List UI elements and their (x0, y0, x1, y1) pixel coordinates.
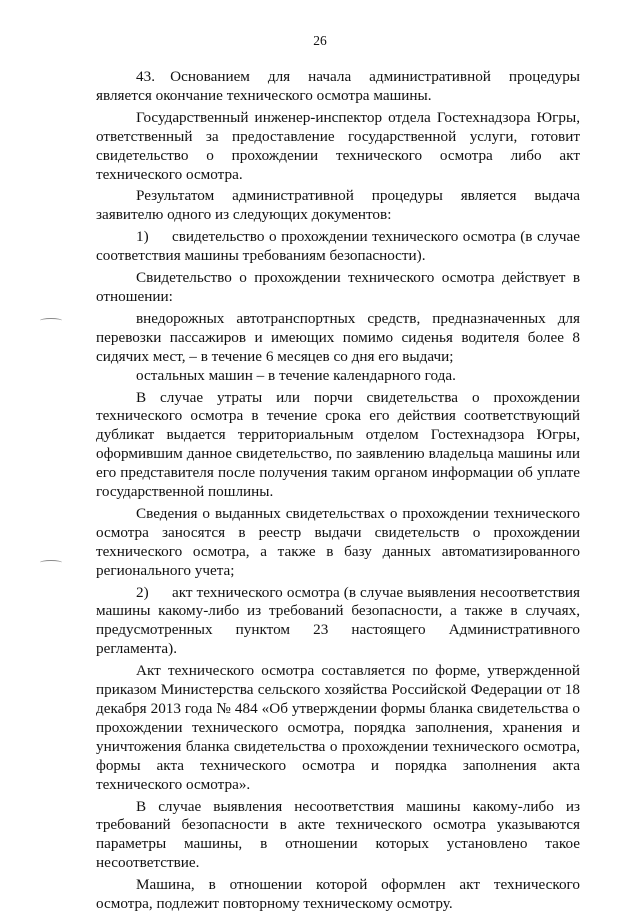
paragraph-duplicate: В случае утраты или порчи свидетельства о прохождении технического осмотра в течение срока его действия соответствующий дубликат выдается территориальным отделом Гостехнадзора Югры, оформившим данное свидетельство, по заявлению владельца машины или его представителя после получения таким органом информации об уплате государственной пошлины. (96, 388, 580, 501)
list-item-1-text: свидетельство о прохождении технического осмотра (в случае соответствия машины требованиям безопасности). (96, 228, 580, 265)
paragraph-reinspection: Машина, в отношении которой оформлен акт технического осмотра, подлежит повторному техническому осмотру. (96, 876, 580, 913)
paragraph-registry: Сведения о выданных свидетельствах о прохождении технического осмотра заносятся в реестр выдачи свидетельств о прохождении технического осмотра, а также в базу данных автоматизированного регионального учета; (96, 504, 580, 579)
paragraph-43: 43. Основанием для начала административной процедуры является окончание технического осмотра машины. (96, 68, 580, 104)
page-number: 26 (313, 33, 327, 48)
paragraph-result: Результатом административной процедуры является выдача заявителю одного из следующих документов: (96, 187, 580, 224)
paragraph-act-form: Акт технического осмотра составляется по форме, утвержденной приказом Министерства сельского хозяйства Российской Федерации от 18 декабря 2013 года № 484 «Об утверждении формы бланка свидетельства о прохождении технического осмотра, порядка заполнения, хранения и уничтожения бланка свидетельства о прохождении технического осмотра, формы акта технического осмотра и порядка заполнения акта технического осмотра». (96, 662, 580, 793)
paragraph-validity: Свидетельство о прохождении технического осмотра действует в отношении: (96, 269, 580, 305)
list-marker-2: 2) (136, 583, 149, 601)
paragraph-offroad-vehicles: внедорожных автотранспортных средств, предназначенных для перевозки пассажиров и имеющих помимо сиденья водителя более 8 сидячих мест, – в течение 6 месяцев со дня его выдачи; (96, 309, 580, 365)
list-item-1 (96, 228, 580, 266)
scan-artifact-mark (40, 318, 62, 323)
paragraph-inspector: Государственный инженер-инспектор отдела Гостехнадзора Югры, ответственный за предоставление государственной услуги, готовит свидетельство о прохождении технического осмотра либо акт технического осмотра. (96, 108, 580, 183)
list-marker-1: 1) (136, 228, 149, 246)
document-body (96, 68, 580, 917)
paragraph-nonconformity: В случае выявления несоответствия машины какому-либо из требований безопасности в акте технического осмотра указываются параметры машины, в отношении которых установлено такое несоответствие. (96, 797, 580, 872)
list-item-2 (96, 584, 580, 660)
list-item-2-text: акт технического осмотра (в случае выявления несоответствия машины какому-либо из требований безопасности, а также в случаях, предусмотренных пунктом 23 настоящего Административного регламента). (96, 583, 580, 658)
paragraph-other-machines: остальных машин – в течение календарного года. (136, 366, 456, 384)
scan-artifact-mark (40, 560, 62, 565)
